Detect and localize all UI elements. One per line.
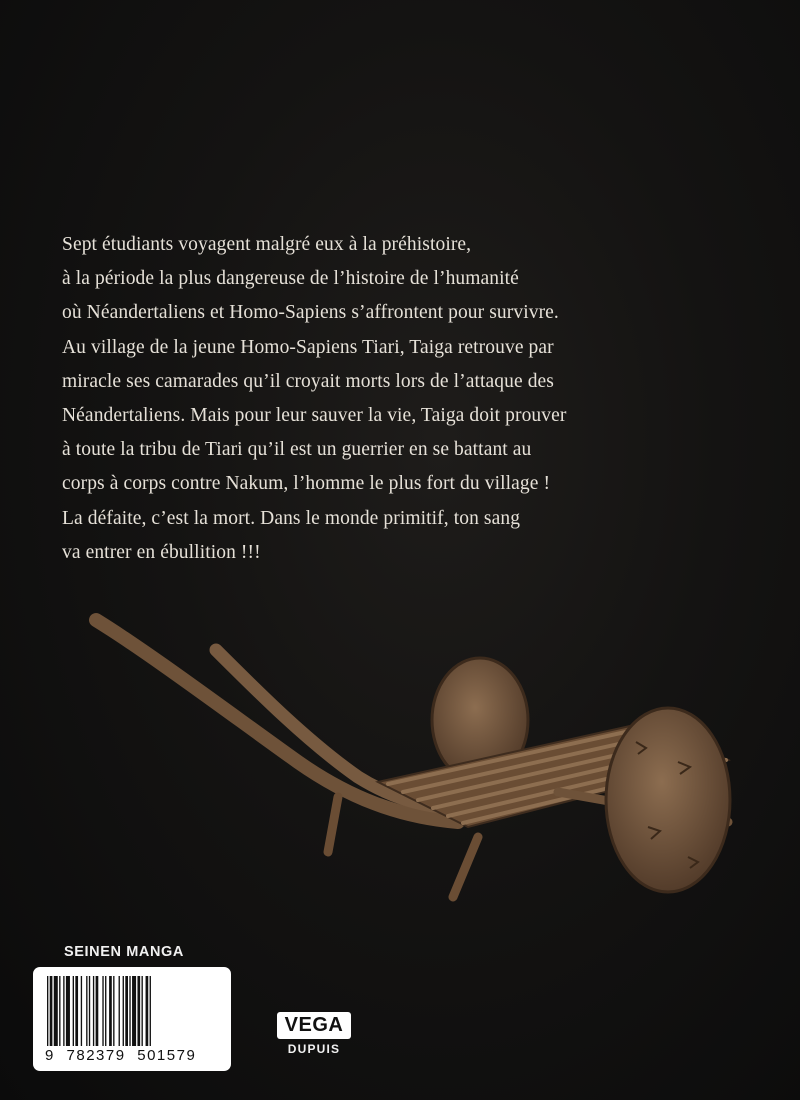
synopsis-line: à la période la plus dangereuse de l’histoire de l’humanité xyxy=(62,268,519,290)
synopsis-line: miracle ses camarades qu’il croyait morts lors de l’attaque des xyxy=(62,370,554,392)
dupuis-label: DUPUIS xyxy=(287,1042,341,1056)
barcode-bars xyxy=(47,976,219,1046)
vega-logo: VEGA xyxy=(277,1012,352,1039)
isbn-left-digits: 782379 xyxy=(66,1047,126,1064)
synopsis-text xyxy=(62,228,762,570)
isbn-lead-digit: 9 xyxy=(45,1047,55,1064)
synopsis-line: La défaite, c’est la mort. Dans le monde primitif, ton sang xyxy=(62,507,521,529)
isbn-right-digits: 501579 xyxy=(137,1047,197,1064)
wooden-cart-illustration xyxy=(88,612,778,912)
synopsis-line: corps à corps contre Nakum, l’homme le plus fort du village ! xyxy=(62,473,551,495)
synopsis-line: à toute la tribu de Tiari qu’il est un guerrier en se battant au xyxy=(62,439,532,461)
synopsis-line: va entrer en ébullition !!! xyxy=(62,541,261,563)
isbn-number xyxy=(45,1047,225,1064)
synopsis-line: Néandertaliens. Mais pour leur sauver la vie, Taiga doit prouver xyxy=(62,405,567,427)
publisher-logo xyxy=(260,1012,368,1056)
synopsis-line: Sept étudiants voyagent malgré eux à la préhistoire, xyxy=(62,234,472,255)
synopsis-line: où Néandertaliens et Homo-Sapiens s’affrontent pour survivre. xyxy=(62,302,559,324)
barcode xyxy=(33,967,231,1071)
synopsis-line: Au village de la jeune Homo-Sapiens Tiari, Taiga retrouve par xyxy=(62,336,554,358)
genre-label: SEINEN MANGA xyxy=(64,944,184,960)
